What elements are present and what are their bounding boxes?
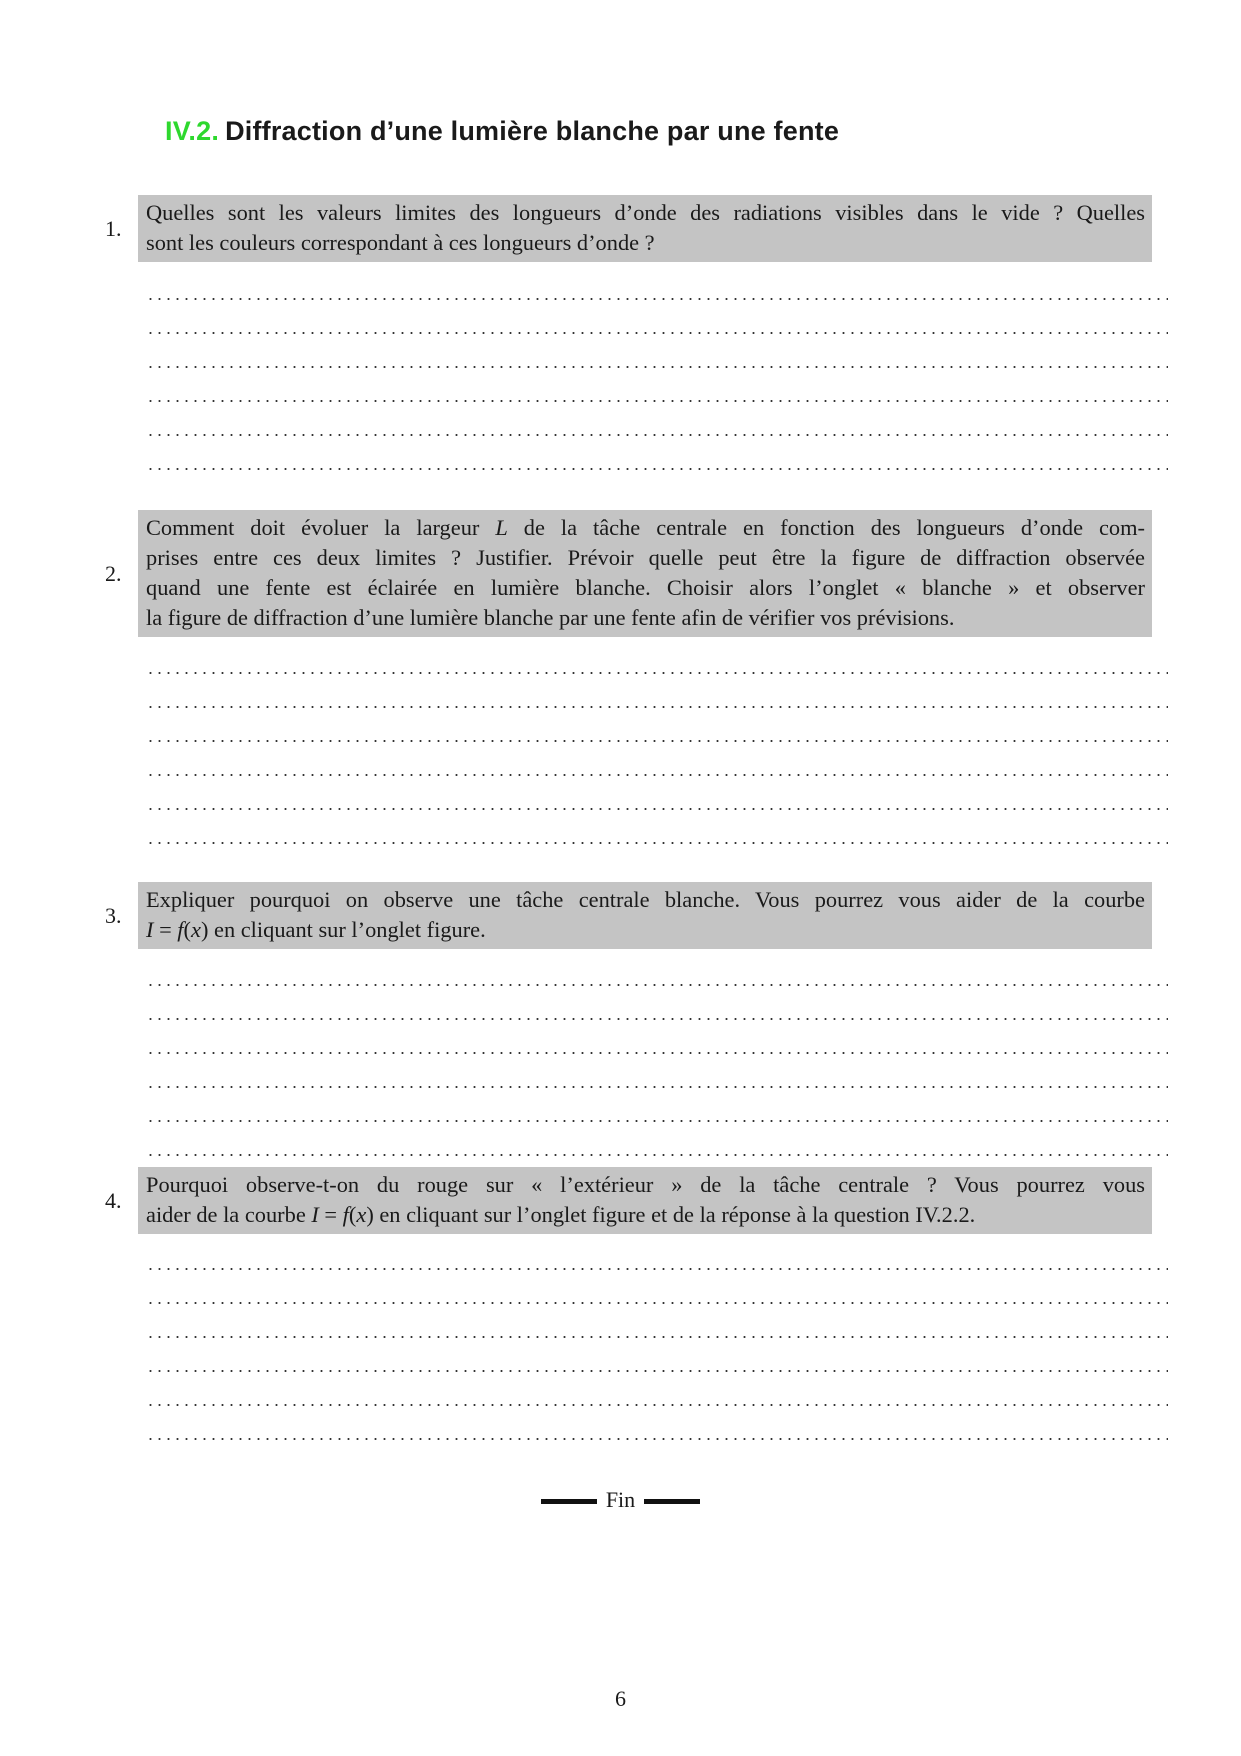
- answer-line[interactable]: [146, 646, 1168, 680]
- answer-line[interactable]: [146, 1344, 1168, 1378]
- question-text-line: aider de la courbe I = f(x) en cliquant sur l’onglet figure et de la réponse à la question IV.2.2.: [146, 1202, 976, 1227]
- question-prompt: [138, 510, 1152, 637]
- answer-line[interactable]: [146, 958, 1168, 992]
- question-text-line: I = f(x) en cliquant sur l’onglet figure.: [146, 917, 486, 942]
- answer-line[interactable]: [146, 374, 1168, 408]
- question-text-line: la figure de diffraction d’une lumière blanche par une fente afin de vérifier vos prévisions.: [146, 605, 955, 630]
- question-number: 1.: [105, 216, 122, 241]
- answer-line[interactable]: [146, 1412, 1168, 1446]
- answer-line[interactable]: [146, 1060, 1168, 1094]
- answer-line[interactable]: [146, 680, 1168, 714]
- answer-line[interactable]: [146, 306, 1168, 340]
- answer-lines[interactable]: [146, 958, 1168, 1162]
- end-label: Fin: [605, 1487, 636, 1512]
- answer-lines[interactable]: [146, 1242, 1168, 1446]
- answer-line[interactable]: [146, 782, 1168, 816]
- question-prompt: [138, 882, 1152, 949]
- question-text-line: Quelles sont les valeurs limites des longueurs d’onde des radiations visibles dans le vide ? Quelles: [146, 200, 1145, 225]
- answer-line[interactable]: [146, 748, 1168, 782]
- question-text-line: prises entre ces deux limites ? Justifier. Prévoir quelle peut être la figure de diffraction observée: [146, 545, 1145, 570]
- section-title: [165, 116, 839, 147]
- question-text-line: Pourquoi observe-t-on du rouge sur « l’extérieur » de la tâche centrale ? Vous pourrez vous: [146, 1172, 1145, 1197]
- question-text-line: Comment doit évoluer la largeur L de la tâche centrale en fonction des longueurs d’onde com-: [146, 515, 1145, 540]
- end-rule-left: [541, 1499, 597, 1504]
- answer-line[interactable]: [146, 1128, 1168, 1162]
- answer-line[interactable]: [146, 1276, 1168, 1310]
- section-heading: Diffraction d’une lumière blanche par une fente: [225, 116, 840, 146]
- end-marker: [0, 1487, 1241, 1513]
- section-number: IV.2.: [165, 116, 220, 146]
- answer-lines[interactable]: [146, 272, 1168, 476]
- answer-line[interactable]: [146, 272, 1168, 306]
- question-text-line: quand une fente est éclairée en lumière blanche. Choisir alors l’onglet « blanche » et observer: [146, 575, 1145, 600]
- end-rule-right: [644, 1499, 700, 1504]
- question-text-line: Expliquer pourquoi on observe une tâche centrale blanche. Vous pourrez vous aider de la courbe: [146, 887, 1145, 912]
- question-text-line: sont les couleurs correspondant à ces longueurs d’onde ?: [146, 230, 655, 255]
- answer-lines[interactable]: [146, 646, 1168, 850]
- question-number: 4.: [105, 1188, 122, 1213]
- answer-line[interactable]: [146, 1378, 1168, 1412]
- question-prompt: [138, 1167, 1152, 1234]
- answer-line[interactable]: [146, 1094, 1168, 1128]
- answer-line[interactable]: [146, 816, 1168, 850]
- answer-line[interactable]: [146, 340, 1168, 374]
- answer-line[interactable]: [146, 714, 1168, 748]
- question-prompt: [138, 195, 1152, 262]
- answer-line[interactable]: [146, 408, 1168, 442]
- question-number: 3.: [105, 903, 122, 928]
- answer-line[interactable]: [146, 1310, 1168, 1344]
- page-number: 6: [615, 1686, 626, 1711]
- answer-line[interactable]: [146, 992, 1168, 1026]
- answer-line[interactable]: [146, 442, 1168, 476]
- question-number: 2.: [105, 561, 122, 586]
- answer-line[interactable]: [146, 1242, 1168, 1276]
- answer-line[interactable]: [146, 1026, 1168, 1060]
